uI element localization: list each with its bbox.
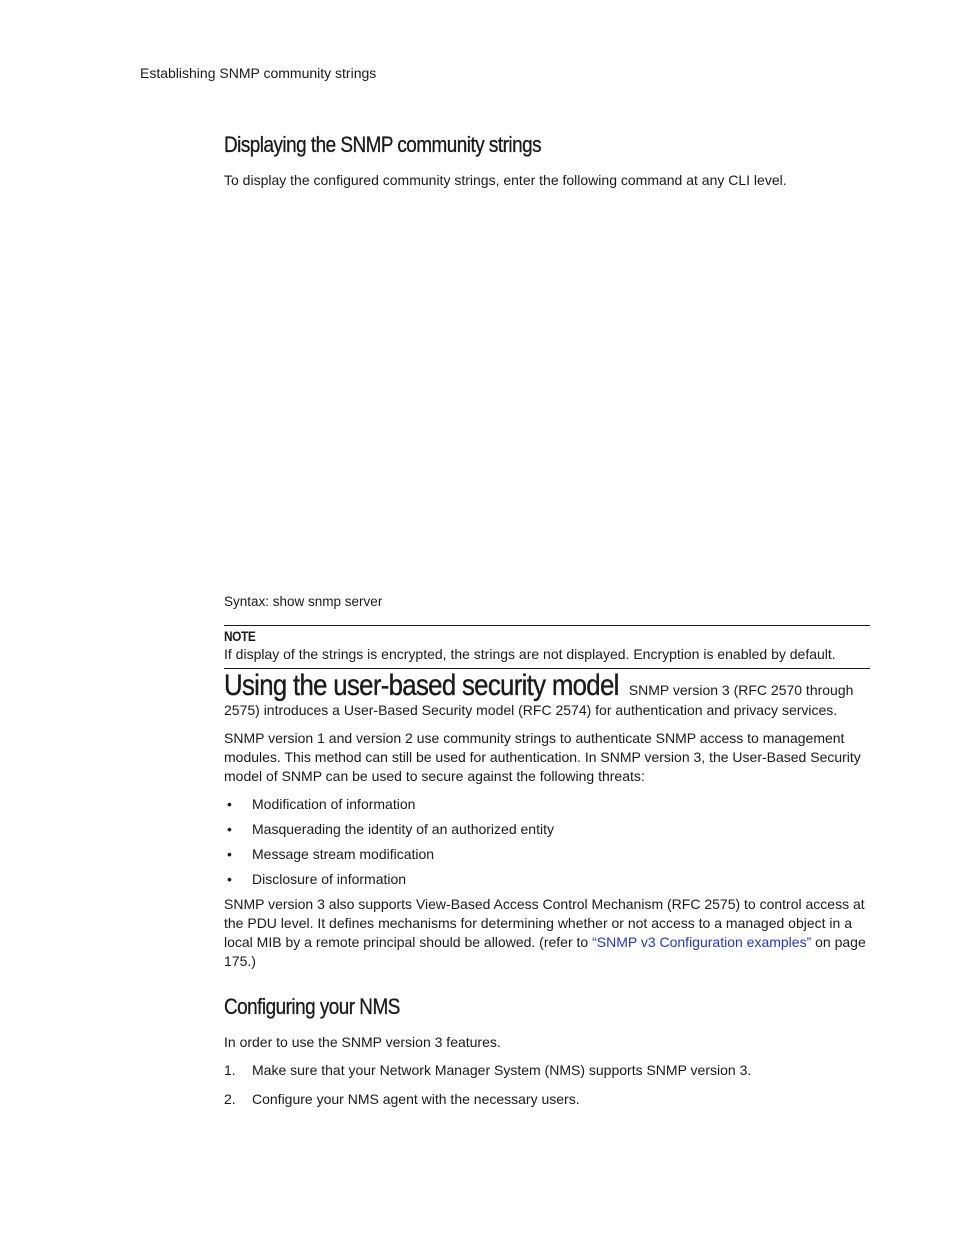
step-text: Configure your NMS agent with the necessary users. — [252, 1091, 580, 1107]
note-block — [224, 628, 870, 664]
list-item — [224, 1061, 870, 1080]
usm-paragraph-2 — [224, 895, 870, 971]
step-number: 2. — [224, 1091, 236, 1107]
bullet-icon: • — [227, 871, 232, 887]
section-title-usm: Using the user-based security model — [224, 669, 619, 702]
list-item-text: Modification of information — [252, 796, 416, 812]
usm-paragraph-2-page-ref: on page 175.) — [224, 934, 866, 969]
list-item — [224, 1090, 870, 1109]
step-text: Make sure that your Network Manager System (NMS) supports SNMP version 3. — [252, 1062, 752, 1078]
section-display-community-strings — [224, 132, 870, 190]
syntax-block — [224, 592, 870, 611]
syntax-line: Syntax: show snmp server — [224, 594, 383, 609]
list-item — [224, 820, 870, 845]
section-configuring-nms — [224, 994, 870, 1109]
usm-lead-line-2: 2575) introduces a User-Based Security model (RFC 2574) for authentication and privacy services. — [224, 702, 838, 718]
snmp-v3-config-examples-link[interactable]: “SNMP v3 Configuration examples” — [592, 934, 812, 950]
running-header: Establishing SNMP community strings — [140, 65, 377, 81]
list-item-text: Message stream modification — [252, 846, 435, 862]
display-intro-paragraph: To display the configured community strings, enter the following command at any CLI level. — [224, 172, 787, 188]
threat-list — [224, 795, 870, 889]
list-item-text: Masquerading the identity of an authorized entity — [252, 821, 554, 837]
usm-lead-line-1: SNMP version 3 (RFC 2570 through — [628, 682, 854, 698]
section-title-display: Displaying the SNMP community strings — [224, 132, 542, 157]
list-item-text: Disclosure of information — [252, 871, 407, 887]
note-label: NOTE — [224, 628, 256, 644]
note-top-rule — [224, 625, 870, 626]
list-item — [224, 870, 870, 889]
list-item — [224, 795, 870, 820]
bullet-icon: • — [227, 846, 232, 862]
note-text: If display of the strings is encrypted, the strings are not displayed. Encryption is enabled by default. — [224, 646, 836, 662]
step-number: 1. — [224, 1062, 236, 1078]
section-title-nms: Configuring your NMS — [224, 994, 400, 1019]
nms-steps-list — [224, 1061, 870, 1109]
usm-paragraph-2-text: SNMP version 3 also supports View-Based Access Control Mechanism (RFC 2575) to control access at the PDU level. It defines mechanisms for determining whether or not access to a managed object in a local MIB by a remote principal should be allowed. (refer to — [224, 896, 865, 950]
bullet-icon: • — [227, 821, 232, 837]
list-item — [224, 845, 870, 870]
usm-paragraph-1: SNMP version 1 and version 2 use community strings to authenticate SNMP access to management modules. This method can still be used for authentication. In SNMP version 3, the User-Based Security model of SNMP can be used to secure against the following threats: — [224, 730, 861, 784]
usm-heading-line — [224, 671, 870, 701]
bullet-icon: • — [227, 796, 232, 812]
nms-intro-paragraph: In order to use the SNMP version 3 features. — [224, 1034, 501, 1050]
section-user-based-security — [224, 671, 870, 971]
